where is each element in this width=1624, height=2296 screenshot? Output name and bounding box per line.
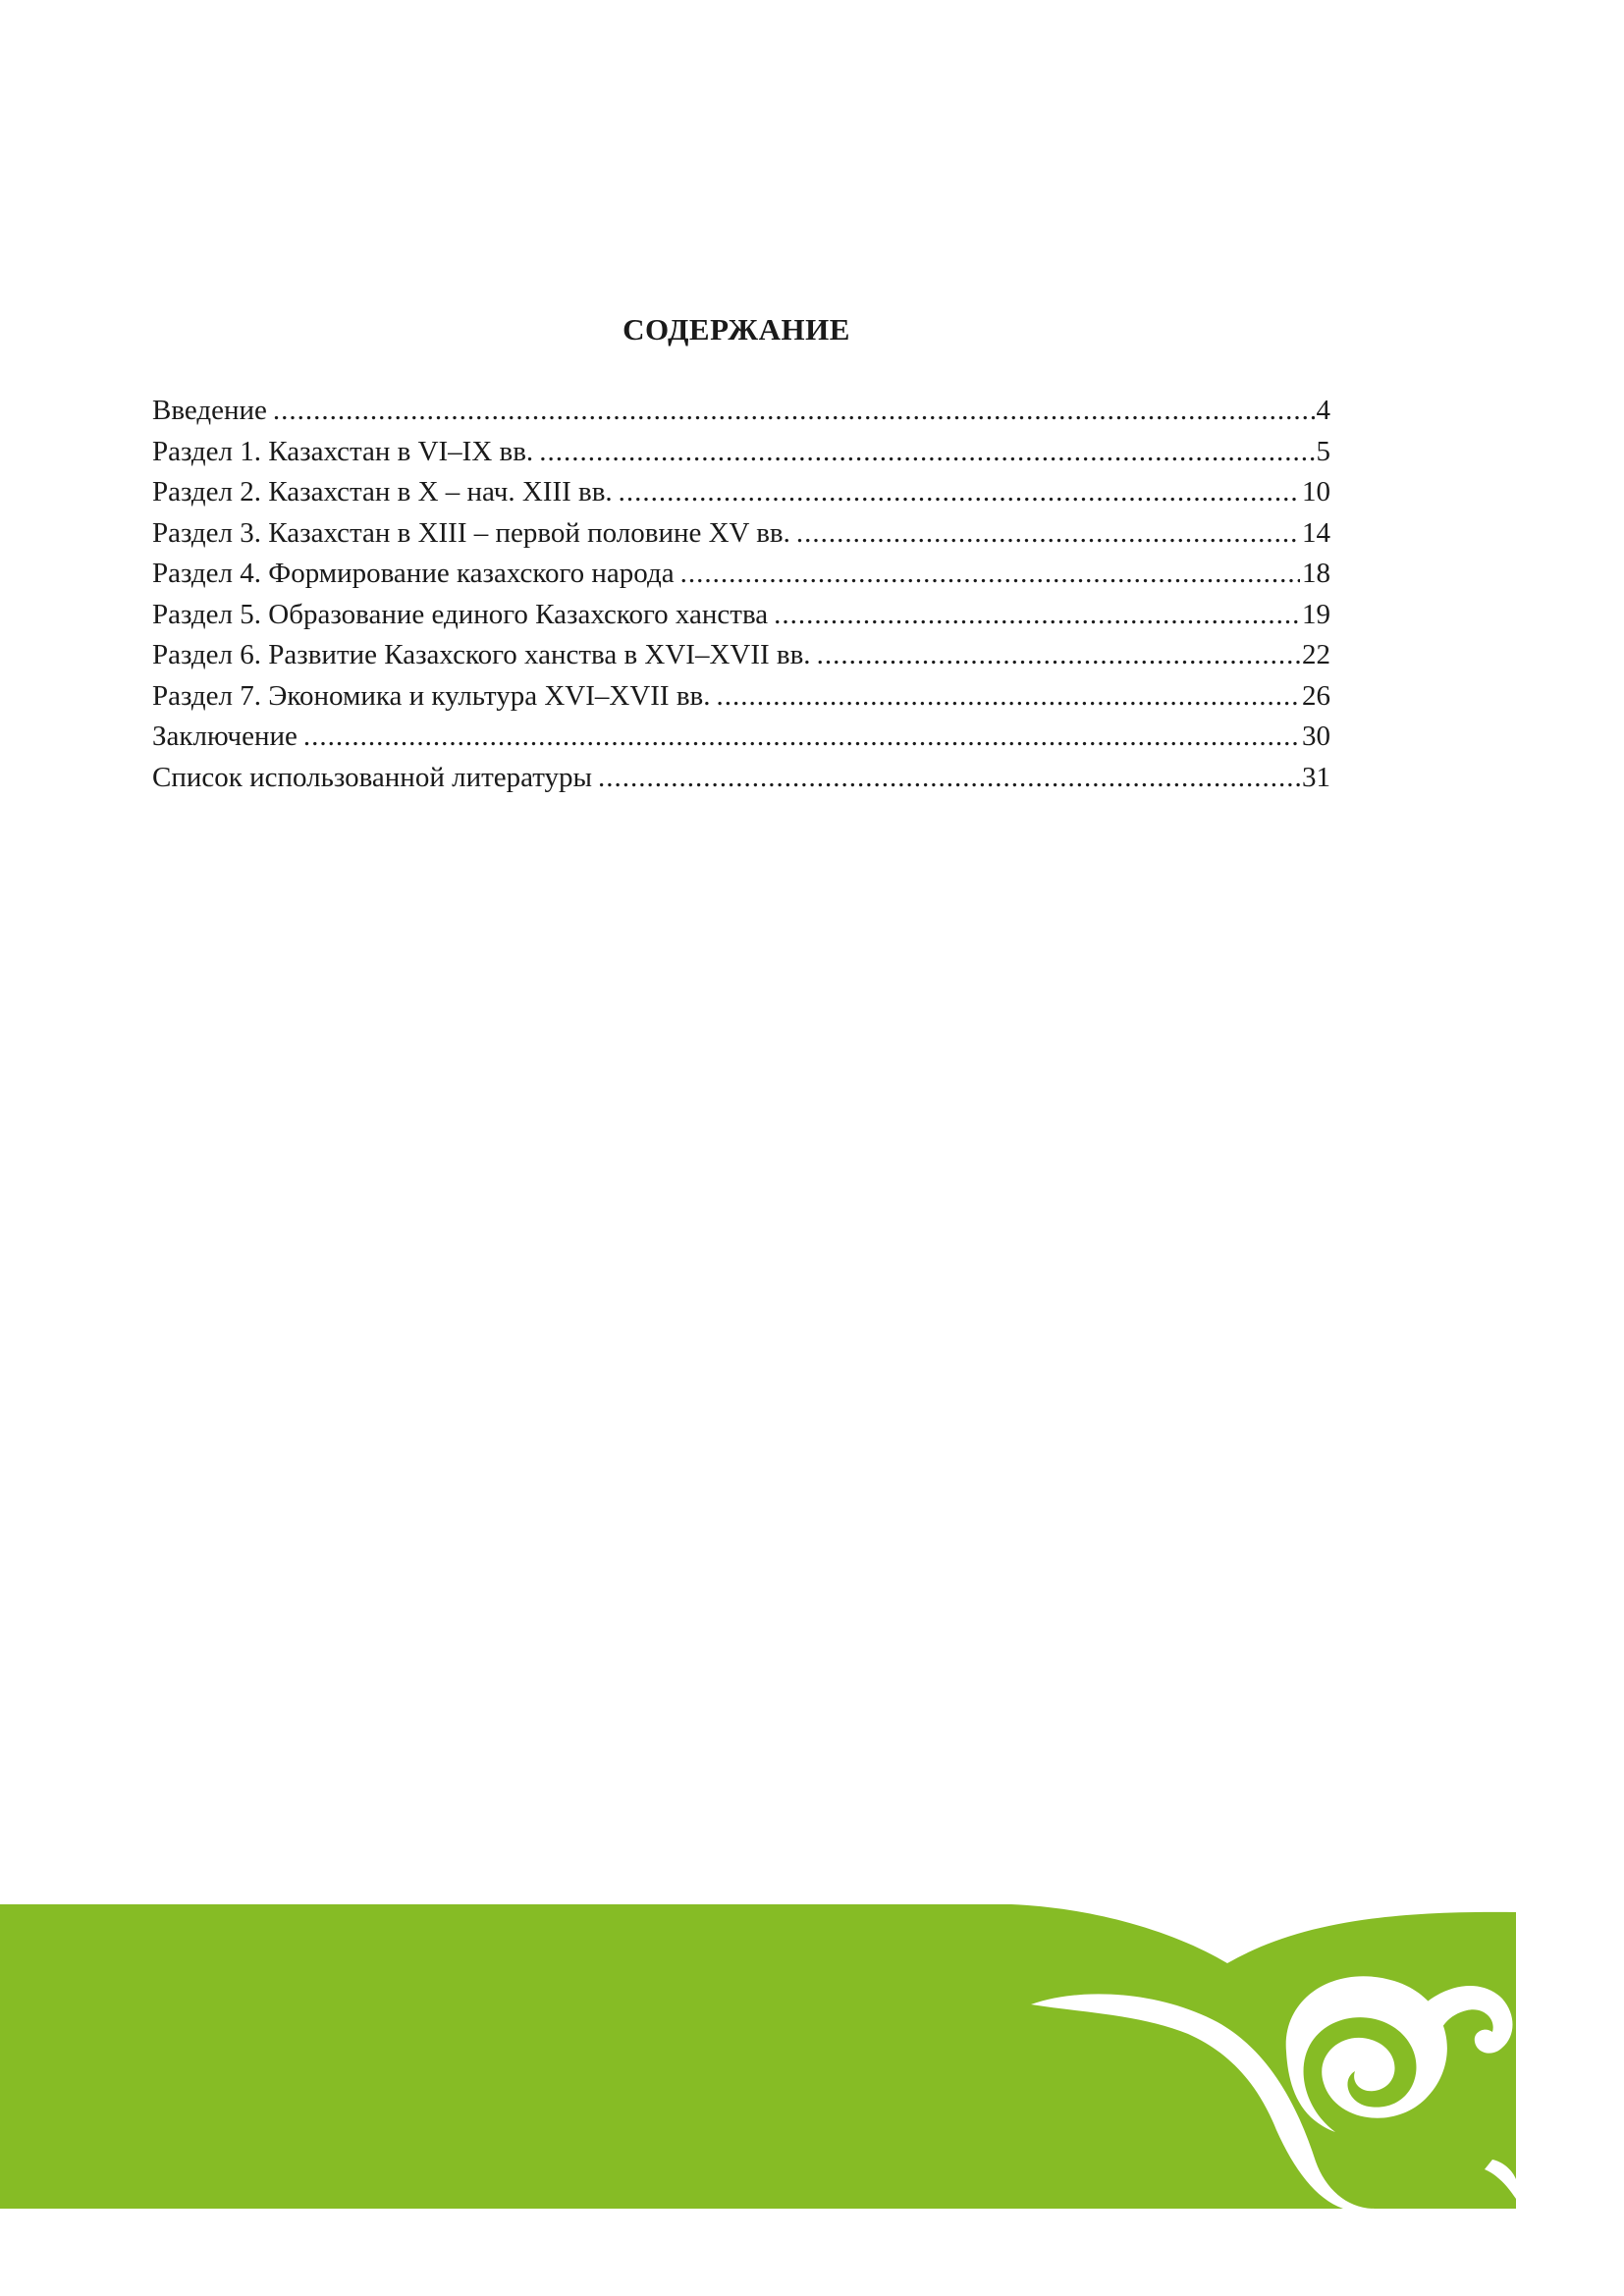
toc-entry-label: Раздел 7. Экономика и культура XVI–XVII вв. xyxy=(152,679,711,712)
toc-entry[interactable] xyxy=(152,391,1330,432)
toc-entry[interactable] xyxy=(152,758,1330,799)
toc-entry-page: 19 xyxy=(1302,598,1330,630)
toc-entry-label: Раздел 1. Казахстан в VI–IX вв. xyxy=(152,435,534,467)
toc-entry-label: Список использованной литературы xyxy=(152,761,593,793)
toc-leader-dots xyxy=(774,595,1300,636)
toc-entry-label: Раздел 5. Образование единого Казахского ханства xyxy=(152,598,769,630)
toc-entry-label: Раздел 2. Казахстан в X – нач. XIII вв. xyxy=(152,476,613,507)
toc-leader-dots xyxy=(598,758,1300,799)
toc-entry-page: 18 xyxy=(1302,558,1330,589)
toc-leader-dots xyxy=(680,554,1300,595)
toc-entry-page: 4 xyxy=(1316,395,1330,426)
toc-entry-page: 22 xyxy=(1302,639,1330,670)
toc-entry-label: Заключение xyxy=(152,721,298,752)
toc-entry[interactable] xyxy=(152,513,1330,555)
toc-leader-dots xyxy=(303,717,1300,758)
toc-leader-dots xyxy=(716,676,1300,718)
toc-entry-label: Раздел 4. Формирование казахского народа xyxy=(152,558,675,589)
toc-entry-page: 30 xyxy=(1302,721,1330,752)
toc-entry-page: 14 xyxy=(1302,516,1330,549)
toc-entry-label: Введение xyxy=(152,395,267,426)
toc-entry-label: Раздел 6. Развитие Казахского ханства в XVI–XVII вв. xyxy=(152,639,811,670)
toc-entry[interactable] xyxy=(152,432,1330,473)
toc-entry-page: 5 xyxy=(1316,435,1330,467)
toc-leader-dots xyxy=(817,635,1300,676)
toc-entry[interactable] xyxy=(152,472,1330,513)
toc-entry-label: Раздел 3. Казахстан в XIII – первой половине XV вв. xyxy=(152,516,790,549)
toc-entry-page: 26 xyxy=(1302,679,1330,712)
toc-entry[interactable] xyxy=(152,717,1330,758)
toc-title: СОДЕРЖАНИЕ xyxy=(623,312,850,347)
toc-entry-page: 10 xyxy=(1302,476,1330,507)
toc-leader-dots xyxy=(273,391,1315,432)
toc-entry[interactable] xyxy=(152,595,1330,636)
toc-leader-dots xyxy=(796,513,1300,555)
toc-list xyxy=(152,391,1330,798)
toc-entry-page: 31 xyxy=(1302,761,1330,793)
toc-leader-dots xyxy=(539,432,1314,473)
toc-entry[interactable] xyxy=(152,635,1330,676)
toc-entry[interactable] xyxy=(152,554,1330,595)
toc-leader-dots xyxy=(619,472,1300,513)
toc-entry[interactable] xyxy=(152,676,1330,718)
green-footer-band xyxy=(0,1904,1516,2209)
